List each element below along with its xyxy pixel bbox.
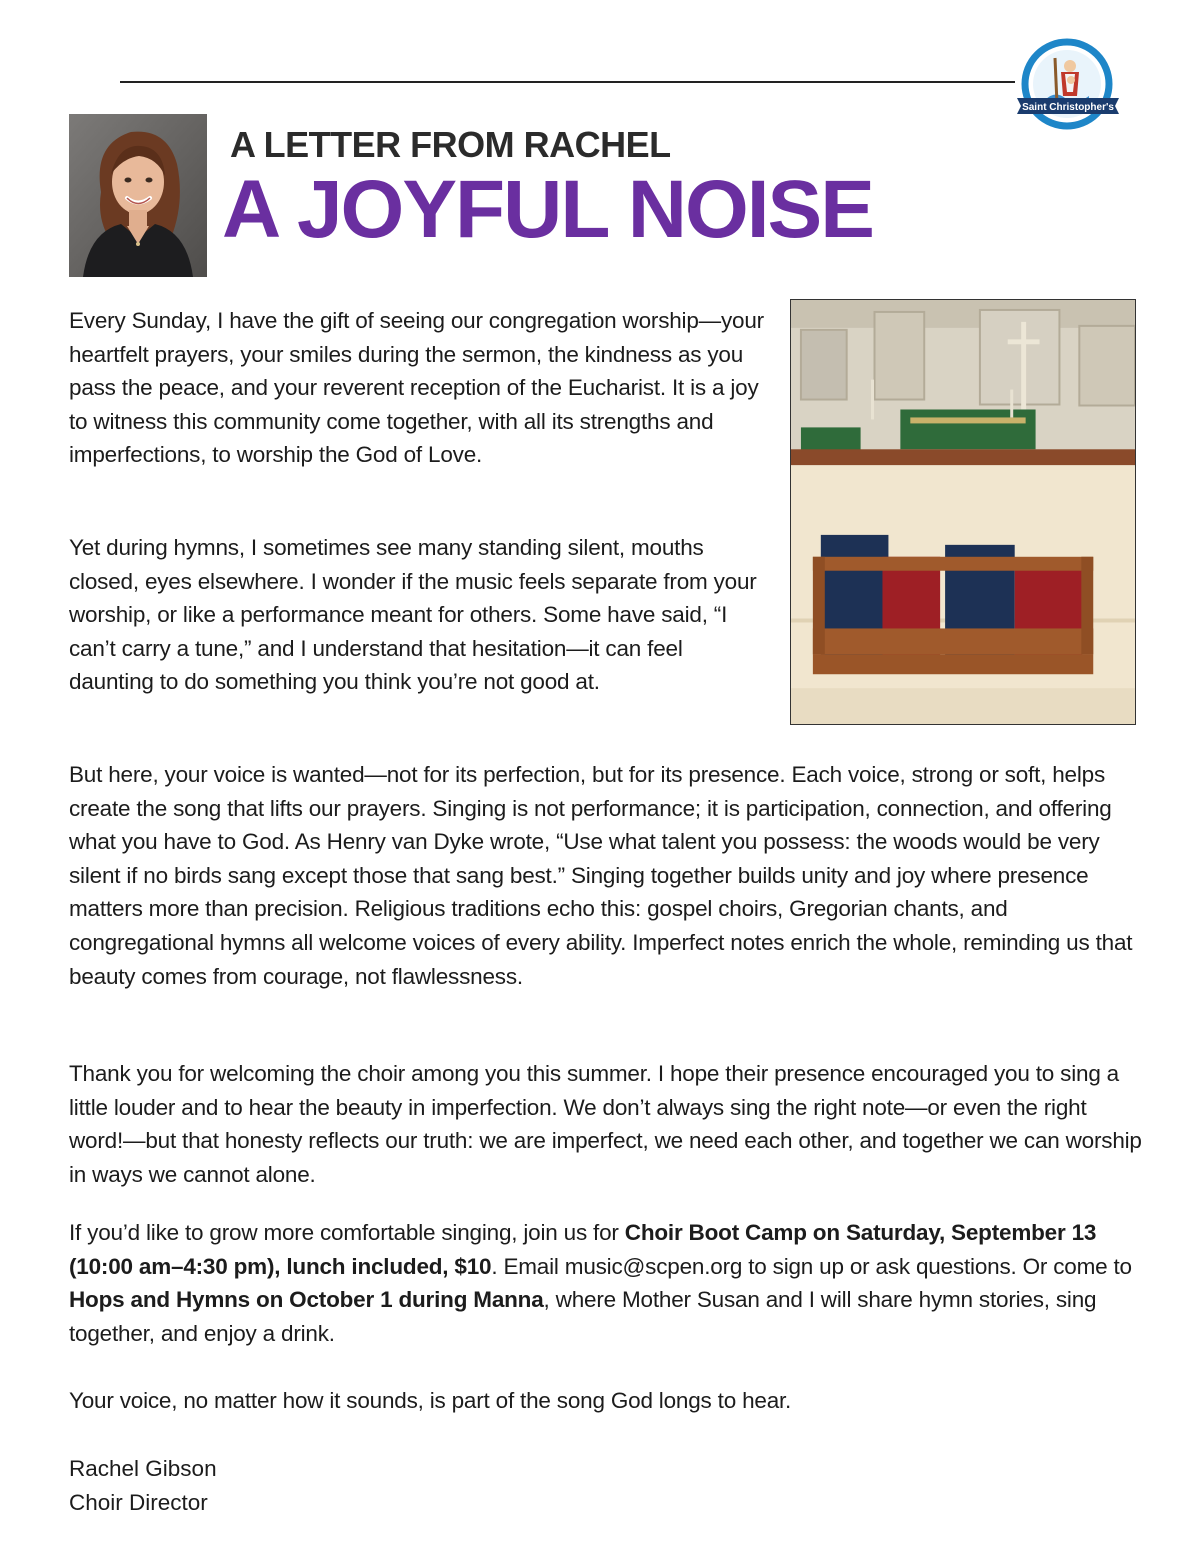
church-pew-photo — [790, 299, 1136, 725]
p5-text-c: . Email music@scpen.org to sign up or ask questions. Or come to — [491, 1253, 1132, 1279]
paragraph-1: Every Sunday, I have the gift of seeing our congregation worship—your heartfelt prayers, your smiles during the sermon, the kindness as you pass the peace, and your reverent reception of the Eucharist. It is a joy to witness this community come together, with all its strengths and imperfections, to worship the God of Love. — [69, 308, 764, 468]
hops-and-hymns-details: Hops and Hymns on October 1 during Manna — [69, 1287, 544, 1313]
paragraph-4: Thank you for welcoming the choir among you this summer. I hope their presence encouraged you to sing a little louder and to hear the beauty in imperfection. We don’t always sing the right note—or even the right word!—but that honesty reflects our truth: we are imperfect, we need each other, and together we can worship in ways we cannot alone. — [69, 1061, 1142, 1187]
p5-text-e: , where Mother Susan and I will share hymn stories, sing together, and enjoy a drink. — [69, 1287, 1097, 1346]
p5-text-a: If you’d like to grow more comfortable singing, join us for — [69, 1220, 625, 1245]
paragraph-3: But here, your voice is wanted—not for its perfection, but for its presence. Each voice, strong or soft, helps create the song that lifts our prayers. Singing is not performance; it is participation, connection, and offering what you have to God. As Henry van Dyke wrote, “Use what talent you possess: the woods would be very silent if no birds sang except those that sang best.” Singing together builds unity and joy where presence matters more than precision. Religious traditions echo this: gospel choirs, Gregorian chants, and congregational hymns all welcome voices of every ability. Imperfect notes enrich the whole, reminding us that beauty comes from courage, not flawlessness. — [69, 762, 1133, 989]
paragraph-6: Your voice, no matter how it sounds, is part of the song God longs to hear. — [69, 1388, 792, 1413]
choir-boot-camp-details: Choir Boot Camp on Saturday, September 13 (10:00 am–4:30 pm), lunch included, $10 — [69, 1220, 1097, 1279]
header-rule — [120, 81, 1015, 83]
letter-kicker: A LETTER FROM RACHEL — [230, 124, 671, 165]
page-title: A JOYFUL NOISE — [222, 164, 873, 255]
rachel-portrait — [69, 114, 207, 277]
paragraph-2: Yet during hymns, I sometimes see many standing silent, mouths closed, eyes elsewhere. I wonder if the music feels separate from your worship, or like a performance meant for others. Some have said, “I can’t carry a tune,” and I understand that hesitation—it can feel daunting to do something you think you’re not good at. — [69, 535, 757, 695]
logo-text: Saint Christopher's — [1022, 102, 1114, 113]
signature-name: Rachel Gibson — [69, 1456, 217, 1481]
saint-christophers-logo — [1015, 38, 1121, 138]
signature-title: Choir Director — [69, 1490, 208, 1515]
paragraph-5 — [69, 1216, 1144, 1350]
